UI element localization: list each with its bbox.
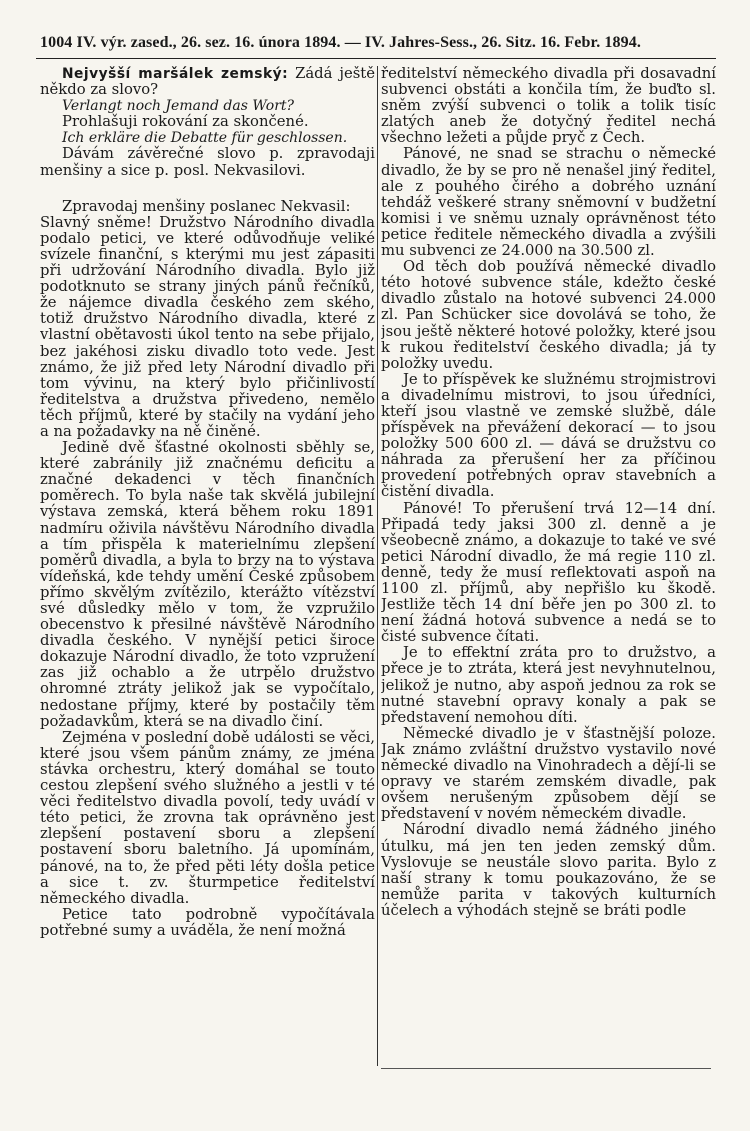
left-column: [40, 66, 375, 1081]
speech-paragraph: Pánové, ne snad se strachu o německé divadlo, že by se pro ně nenašel jiný ředitel, ale z pouhého čirého a dobrého uznání tehdáž veškeré strany sněmovní v budžetní komisi i ve sněmu uznaly oprávněnost této petice ředitele německého divadla a zvýšili mu subvenci ze 24.000 na 30.500 zl.: [381, 145, 716, 260]
speech-paragraph: Jedině dvě šťastné okolnosti sběhly se, které zabránily již značnému deficitu a značné dekadenci v těch finančních poměrech. To byla naše tak skvělá jubilejní výstava zemská, která během roku 1891 nadmíru oživila návštěvu Národního divadla a tím přispěla k materielnímu zlepšení poměrů divadla, a byla to brzy na to výstava vídeňská, kde tehdy umění České způsobem přímo skvělým zvítězilo, kterážto vítězství své důsledky mělo v tom, že vzpružilo obecenstvo k přesilné návštěvě Národního divadla českého. V nynější petici široce dokazuje Národní divadlo, že toto vzpružení zas již ochablo a že utrpělo družstvo ohromné ztráty jelikož jak se vypočítalo, nedostane příjmy, které by postačily těm požadavkům, která se na divadlo činí.: [40, 439, 375, 730]
marshal-intro: [40, 66, 375, 98]
speech-paragraph: Je to effektní zráta pro to družstvo, a přece je to ztráta, která jest nevyhnutelnou, jelikož je nutno, aby aspoň jednou za rok se nutné stavební opravy konaly a pak se představení nemohou díti.: [381, 644, 716, 726]
speaker-name-marshal: Nejvyšší maršálek zemský:: [62, 66, 289, 82]
rapporteur-heading: [40, 199, 375, 215]
speech-paragraph: Zejména v poslední době události se věci, které jsou všem pánům známy, ze jména stávka orchestru, který domáhal se touto cestou zlepšení svého služného a jestli v té věci ředitelstvo divadla povolí, tedy uvádí v této petici, že zrovna tak oprávněno jest zlepšení postavení sboru a zlepšení postavení sboru baletního. Já upomínám, pánové, na to, že před pěti léty došla petice a sice t. zv. šturmpetice ředitelství německého divadla.: [40, 728, 375, 907]
speech-paragraph: Německé divadlo je v šťastnější poloze. Jak známo zvláštní družstvo vystavilo nové německé divadlo na Vinohradech a dějí-li se opravy ve starém zemském divadle, pak ovšem nerušeným způsobem dějí se představení v novém německém divadle.: [381, 724, 716, 823]
speech-paragraph: Od těch dob používá německé divadlo této hotové subvence stále, kdežto české divadlo zůstalo na hotové subvenci 24.000 zl. Pan Schücker sice dovolává se toho, že jsou ještě některé hotové položky, které jsou k rukou ředitelství českého divadla; já ty položky uvedu.: [381, 258, 716, 372]
column-divider: [377, 66, 378, 1066]
header-divider: [36, 58, 716, 59]
speech-paragraph: Je to příspěvek ke služnému strojmistrovi a divadelnímu mistrovi, to jsou úředníci, kteří jsou vlastně ve zemské službě, dále příspěvek na převážení dekorací — to jsou položky 500 600 zl. — dává se družstvu co náhrada za přerušení her za příčinou provedení potřebných oprav stavebních a čistění divadla.: [381, 370, 716, 501]
page-header: 1004 IV. výr. zased., 26. sez. 16. února 1894. — IV. Jahres-Sess., 26. Sitz. 16. Febr. 1894.: [40, 34, 641, 51]
marshal-final-word: Dávám závěrečné slovo p. zpravodaji menšiny a sice p. posl. Nekvasilovi.: [40, 145, 375, 179]
marshal-german-closing: Ich erkläre die Debatte für geschlossen.: [62, 130, 348, 147]
speech-paragraph: Pánové! To přerušení trvá 12—14 dní. Připadá tedy jaksi 300 zl. denně a je všeobecně známo, a dokazuje to také ve své petici Národní divadlo, že má regie 110 zl. denně, tedy že musí reflektovati aspoň na 1100 zl. příjmů, aby nepřišlo ku škodě. Jestliže těch 14 dní běře jen po 300 zl. to není žádná hotová subvence a nedá se to čisté subvence čítati.: [381, 499, 716, 646]
right-column: [381, 66, 716, 1081]
speech-paragraph: ředitelství německého divadla při dosavadní subvenci obstáti a končila tím, že buďto sl. sněm zvýší subvenci o tolik a tolik tisíc zlatých aneb že dotyčný ředitel nechá všechno ležeti a půjde pryč z Čech.: [381, 66, 716, 147]
footer-rule: [381, 1068, 711, 1069]
speech-paragraph: Národní divadlo nemá žádného jiného útulku, má jen ten jeden zemský dům. Vyslovuje se neustále slovo parita. Bylo z naší strany k tomu poukazováno, že se nemůže parita v takových kulturních účelech a výhodách stejně se bráti podle: [381, 821, 716, 919]
speaker-name-rapporteur: Zpravodaj menšiny poslanec Nekvasil:: [62, 197, 351, 215]
marshal-closing: Prohlašuji rokování za skončené.: [62, 113, 309, 131]
marshal-question: Žádá ještě někdo za slovo?: [40, 66, 375, 99]
marshal-german-question: Verlangt noch Jemand das Wort?: [62, 98, 295, 115]
speech-paragraph: Slavný sněme! Družstvo Národního divadla podalo petici, ve které odůvodňuje veliké svízele finanční, s kterými mu jest zápasiti při udržování Národního divadla. Bylo již podotknuto se strany jiných pánů řečníků, že nájemce divadla českého zem ského, totiž družstvo Národního divadla, které z vlastní obětavosti úkol tento na sebe přijalo, bez jakéhosi zisku divadlo toto vede. Jest známo, že již před lety Národní divadlo při tom vývinu, na který bylo přičinlivostí ředitelstva a družstva přivedeno, nemělo těch příjmů, které by stačily na vydání jeho a na požadavky na ně činěné.: [40, 213, 375, 440]
speech-paragraph: Petice tato podrobně vypočítávala potřebné sumy a uváděla, že není možná: [40, 905, 375, 939]
